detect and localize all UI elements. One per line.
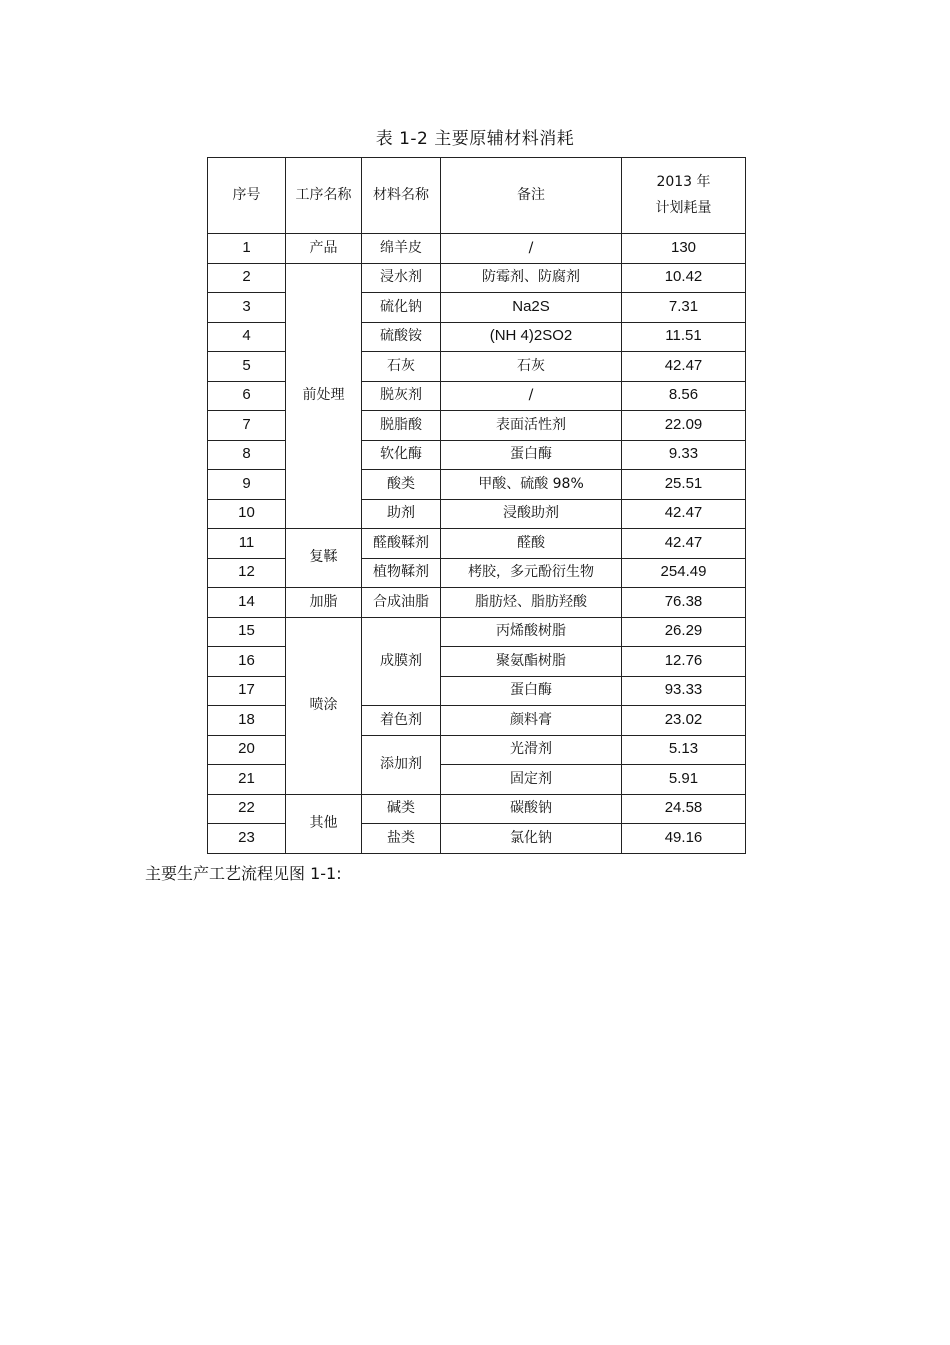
cell-process: 前处理	[286, 263, 362, 529]
cell-remark: 甲酸、硫酸 98%	[441, 470, 622, 500]
cell-seq: 4	[208, 322, 286, 352]
cell-plan: 8.56	[622, 381, 746, 411]
cell-material: 碱类	[362, 794, 441, 824]
cell-seq: 16	[208, 647, 286, 677]
cell-plan: 23.02	[622, 706, 746, 736]
cell-seq: 12	[208, 558, 286, 588]
flowchart-reference-text: 主要生产工艺流程见图 1-1:	[145, 864, 342, 883]
table-header-row	[208, 158, 746, 234]
cell-material: 石灰	[362, 352, 441, 382]
cell-seq: 2	[208, 263, 286, 293]
cell-remark: 防霉剂、防腐剂	[441, 263, 622, 293]
cell-remark: /	[441, 234, 622, 264]
cell-material: 成膜剂	[362, 617, 441, 706]
cell-process: 产品	[286, 234, 362, 264]
cell-plan: 42.47	[622, 352, 746, 382]
cell-plan: 25.51	[622, 470, 746, 500]
cell-seq: 3	[208, 293, 286, 323]
cell-plan: 42.47	[622, 499, 746, 529]
table-row	[208, 263, 746, 293]
cell-remark: 颜料膏	[441, 706, 622, 736]
cell-remark: 聚氨酯树脂	[441, 647, 622, 677]
cell-remark: 醛酸	[441, 529, 622, 559]
cell-material: 软化酶	[362, 440, 441, 470]
cell-remark: 表面活性剂	[441, 411, 622, 441]
cell-remark: 蛋白酶	[441, 676, 622, 706]
header-plan-year: 2013 年	[656, 174, 711, 190]
cell-material: 浸水剂	[362, 263, 441, 293]
cell-plan: 76.38	[622, 588, 746, 618]
cell-material: 脱灰剂	[362, 381, 441, 411]
cell-plan: 5.13	[622, 735, 746, 765]
table-row	[208, 588, 746, 618]
cell-material: 盐类	[362, 824, 441, 854]
cell-seq: 18	[208, 706, 286, 736]
table-row	[208, 529, 746, 559]
cell-plan: 42.47	[622, 529, 746, 559]
cell-plan: 254.49	[622, 558, 746, 588]
cell-plan: 11.51	[622, 322, 746, 352]
cell-plan: 130	[622, 234, 746, 264]
cell-plan: 93.33	[622, 676, 746, 706]
cell-seq: 7	[208, 411, 286, 441]
cell-material: 脱脂酸	[362, 411, 441, 441]
cell-material: 硫酸铵	[362, 322, 441, 352]
cell-seq: 20	[208, 735, 286, 765]
header-plan	[622, 158, 746, 234]
cell-plan: 26.29	[622, 617, 746, 647]
cell-material: 着色剂	[362, 706, 441, 736]
cell-plan: 5.91	[622, 765, 746, 795]
cell-remark: 固定剂	[441, 765, 622, 795]
cell-plan: 9.33	[622, 440, 746, 470]
cell-seq: 9	[208, 470, 286, 500]
cell-seq: 14	[208, 588, 286, 618]
header-remark: 备注	[441, 158, 622, 234]
cell-plan: 7.31	[622, 293, 746, 323]
cell-material: 酸类	[362, 470, 441, 500]
cell-seq: 22	[208, 794, 286, 824]
cell-remark: 栲胶，多元酚衍生物	[441, 558, 622, 588]
materials-table	[207, 157, 746, 854]
cell-plan: 12.76	[622, 647, 746, 677]
cell-seq: 6	[208, 381, 286, 411]
cell-seq: 10	[208, 499, 286, 529]
cell-remark: 光滑剂	[441, 735, 622, 765]
cell-material: 添加剂	[362, 735, 441, 794]
cell-plan: 10.42	[622, 263, 746, 293]
cell-seq: 21	[208, 765, 286, 795]
cell-remark: 蛋白酶	[441, 440, 622, 470]
cell-material: 醛酸鞣剂	[362, 529, 441, 559]
cell-seq: 5	[208, 352, 286, 382]
cell-remark: 脂肪烃、脂肪羟酸	[441, 588, 622, 618]
cell-remark: (NH 4)2SO2	[441, 322, 622, 352]
cell-remark: 浸酸助剂	[441, 499, 622, 529]
cell-seq: 1	[208, 234, 286, 264]
cell-material: 绵羊皮	[362, 234, 441, 264]
cell-process: 喷涂	[286, 617, 362, 794]
cell-plan: 24.58	[622, 794, 746, 824]
cell-seq: 17	[208, 676, 286, 706]
cell-material: 植物鞣剂	[362, 558, 441, 588]
cell-seq: 8	[208, 440, 286, 470]
table-row	[208, 234, 746, 264]
header-process: 工序名称	[286, 158, 362, 234]
cell-remark: 氯化钠	[441, 824, 622, 854]
cell-material: 合成油脂	[362, 588, 441, 618]
cell-seq: 15	[208, 617, 286, 647]
cell-process: 复鞣	[286, 529, 362, 588]
cell-remark: Na2S	[441, 293, 622, 323]
header-seq: 序号	[208, 158, 286, 234]
cell-remark: 碳酸钠	[441, 794, 622, 824]
header-material: 材料名称	[362, 158, 441, 234]
cell-plan: 22.09	[622, 411, 746, 441]
cell-seq: 11	[208, 529, 286, 559]
cell-remark: 丙烯酸树脂	[441, 617, 622, 647]
table-row	[208, 794, 746, 824]
cell-plan: 49.16	[622, 824, 746, 854]
table-row	[208, 617, 746, 647]
cell-material: 助剂	[362, 499, 441, 529]
cell-remark: /	[441, 381, 622, 411]
cell-process: 加脂	[286, 588, 362, 618]
cell-material: 硫化钠	[362, 293, 441, 323]
cell-process: 其他	[286, 794, 362, 853]
table-caption: 表 1-2 主要原辅材料消耗	[375, 129, 575, 149]
cell-remark: 石灰	[441, 352, 622, 382]
cell-seq: 23	[208, 824, 286, 854]
header-plan-label: 计划耗量	[655, 199, 712, 216]
